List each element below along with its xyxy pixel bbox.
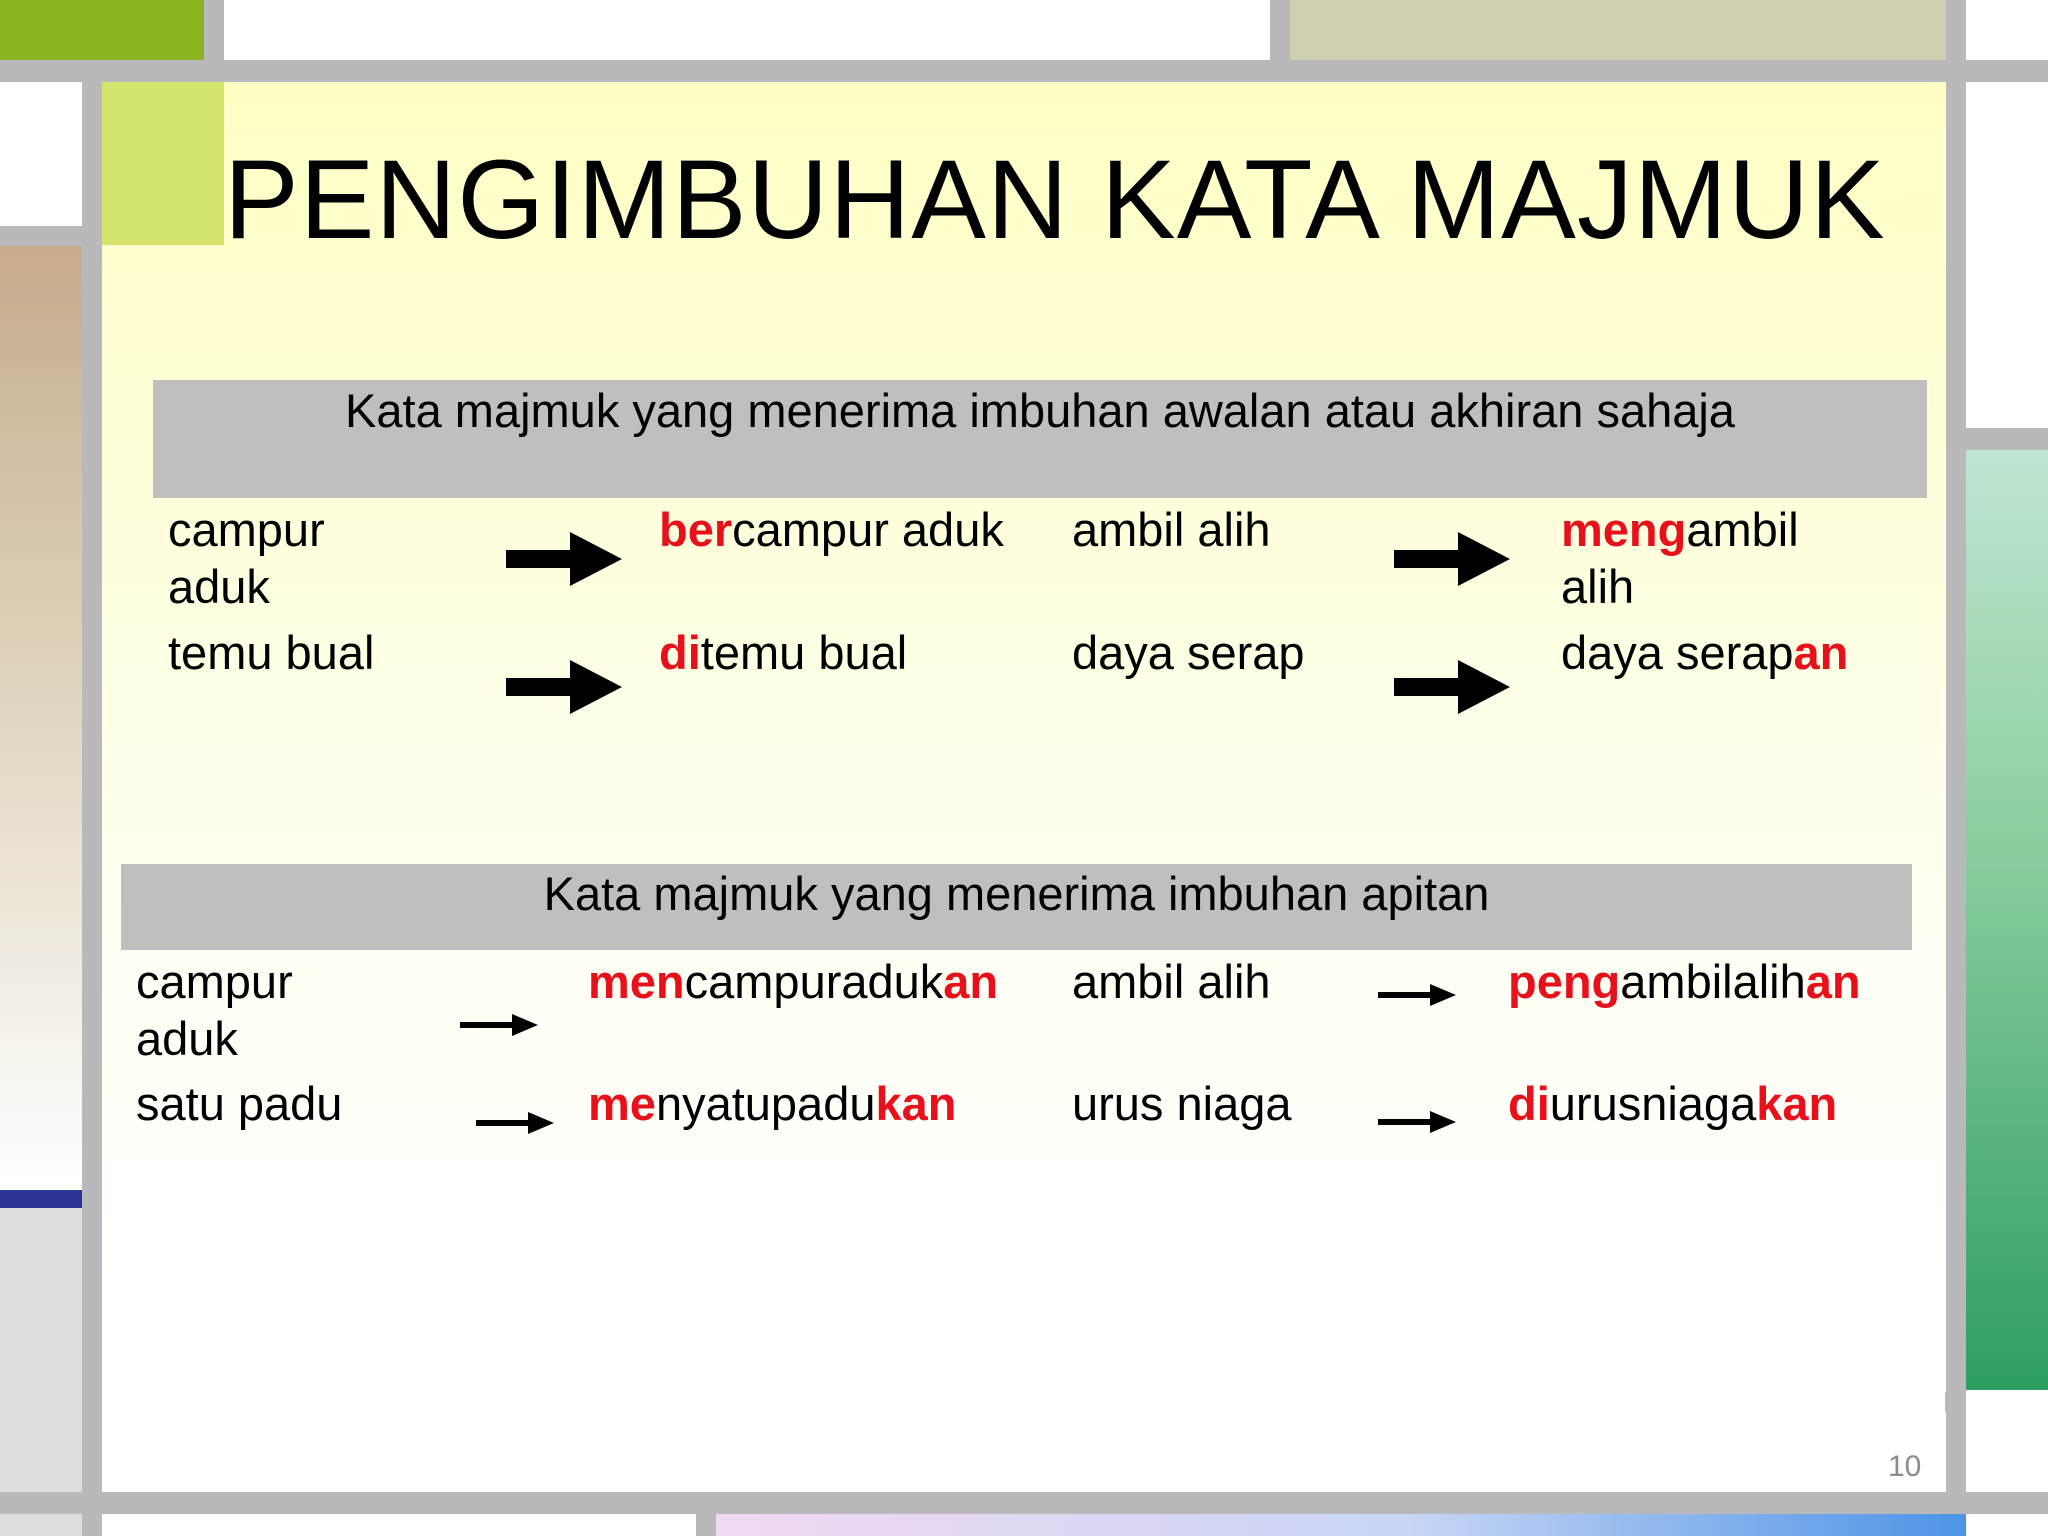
s1-row1-left-base: campur aduk (168, 503, 325, 613)
decor-right-gradient (1966, 450, 2048, 1390)
s1-row2-left-base: temu bual (168, 626, 375, 679)
affix-prefix: men (588, 955, 685, 1008)
affix-suffix: an (1793, 626, 1849, 679)
decor-left-lower (0, 1208, 82, 1536)
decor-olive-block (1290, 0, 1946, 60)
page-number: 10 (1888, 1450, 1922, 1483)
decor-title-accent (102, 82, 224, 245)
affix-prefix: me (588, 1077, 656, 1130)
stem: campuraduk (684, 955, 944, 1008)
affix-prefix: ber (659, 503, 733, 556)
s2-row1-right-arrow-icon (1378, 980, 1456, 1010)
frame-right-bar (1946, 60, 1966, 1536)
s1-row2-right-result (1561, 624, 1921, 681)
s2-row1-right-base: ambil alih (1072, 955, 1271, 1008)
s2-row2-right-base: urus niaga (1072, 1077, 1292, 1130)
s1-row1-right-result (1561, 501, 1821, 615)
section1-header (153, 380, 1927, 498)
stem: ambil alih (1561, 503, 1799, 613)
affix-suffix: kan (875, 1077, 957, 1130)
stem: urusniaga (1549, 1077, 1757, 1130)
s2-row2-right-result (1508, 1075, 1928, 1132)
slide-title: PENGIMBUHAN KATA MAJMUK (224, 137, 1886, 262)
section1-header-text: Kata majmuk yang menerima imbuhan awalan atau akhiran sahaja (345, 384, 1735, 437)
affix-prefix: peng (1508, 955, 1621, 1008)
s2-row1-left-result (588, 953, 1048, 1010)
frame-bottom-post (696, 1514, 716, 1536)
slide-canvas (102, 82, 1945, 1492)
s2-row1-left-base: campur aduk (136, 955, 293, 1065)
frame-top-divider-1 (204, 0, 224, 82)
affix-prefix: di (1508, 1077, 1550, 1130)
s2-row1-right-result (1508, 953, 1928, 1010)
frame-top-divider-2 (1270, 0, 1290, 82)
frame-left-bar (82, 60, 102, 1536)
s2-row2-left-arrow-icon (476, 1108, 554, 1138)
s1-row1-right-base: ambil alih (1072, 503, 1271, 556)
affix-prefix: meng (1561, 503, 1687, 556)
decor-green-block (0, 0, 204, 60)
stem: campur aduk (732, 503, 1004, 556)
section2-header (121, 864, 1912, 950)
affix-suffix: an (1805, 955, 1861, 1008)
decor-left-blue-strip (0, 1190, 82, 1208)
frame-top-bar (0, 60, 2048, 82)
s2-row2-right-arrow-icon (1378, 1107, 1456, 1137)
frame-bottom-bar (0, 1492, 2048, 1514)
affix-suffix: kan (1756, 1077, 1838, 1130)
s1-row1-left-arrow-icon (506, 532, 622, 586)
decor-left-gradient (0, 246, 82, 1190)
s1-row2-left-result (659, 624, 1059, 681)
s2-row1-left-arrow-icon (460, 1010, 538, 1040)
stem: nyatupadu (655, 1077, 876, 1130)
s2-row2-left-result (588, 1075, 1048, 1132)
decor-bottom-gradient (716, 1514, 1966, 1536)
s1-row2-left-arrow-icon (506, 660, 622, 714)
frame-left-ledge (0, 226, 82, 246)
s2-row2-left-base: satu padu (136, 1077, 343, 1130)
affix-prefix: di (659, 626, 701, 679)
s1-row1-left-result (659, 501, 1059, 558)
stem: daya serap (1561, 626, 1794, 679)
s1-row1-right-arrow-icon (1394, 532, 1510, 586)
section2-header-text: Kata majmuk yang menerima imbuhan apitan (543, 867, 1490, 920)
affix-suffix: an (943, 955, 999, 1008)
frame-right-ledge (1966, 428, 2048, 450)
s1-row2-right-base: daya serap (1072, 626, 1305, 679)
s1-row2-right-arrow-icon (1394, 660, 1510, 714)
stem: temu bual (700, 626, 908, 679)
stem: ambilalih (1620, 955, 1806, 1008)
